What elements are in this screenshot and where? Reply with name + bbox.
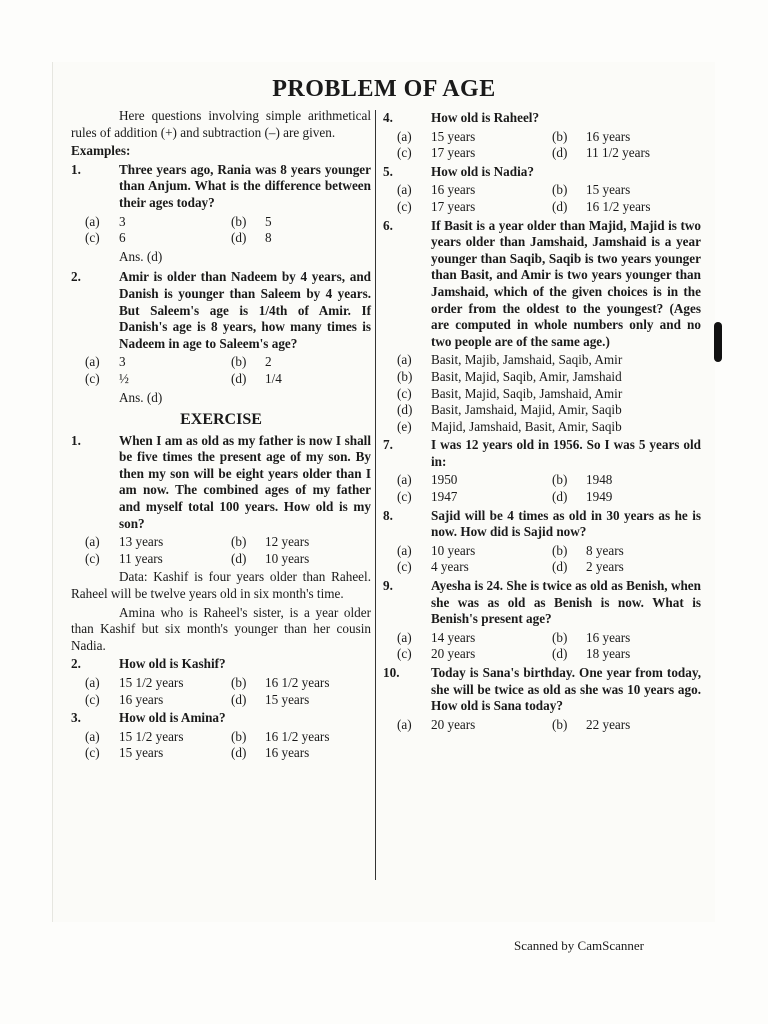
option-key: (a): [397, 542, 412, 558]
option-value: 15 years: [586, 182, 631, 198]
option-key: (e): [397, 418, 412, 434]
option-key: (c): [397, 385, 412, 401]
option-value: 2 years: [586, 559, 624, 575]
options-grid: [85, 354, 371, 387]
question-text: How old is Raheel?: [431, 110, 540, 125]
question-number: 7.: [383, 437, 393, 453]
option-key: (c): [397, 489, 412, 505]
right-column: [383, 108, 701, 735]
ink-blot-mark: [714, 322, 722, 362]
option-value: 15 years: [119, 745, 164, 761]
exercise-question-7: [383, 437, 701, 505]
scanner-watermark: Scanned by CamScanner: [514, 938, 644, 953]
question-number: 5.: [383, 163, 393, 179]
option-key: (d): [231, 370, 247, 386]
question-text: Ayesha is 24. She is twice as old as Benish, when she was as old as Benish is now. What is Benish's present age?: [431, 578, 701, 627]
option-value: ½: [119, 370, 129, 386]
option-value: 12 years: [265, 534, 310, 550]
options-grid: [397, 630, 701, 663]
option-key: (c): [85, 230, 100, 246]
option-key: (b): [552, 128, 568, 144]
exercise-question-1: [71, 433, 371, 568]
option-key: (b): [231, 728, 247, 744]
option-value: 11 1/2 years: [586, 145, 650, 161]
option-key: (d): [552, 145, 568, 161]
option-value: 4 years: [431, 559, 469, 575]
option-value: Basit, Majid, Saqib, Jamshaid, Amir: [431, 385, 623, 401]
option-key: (b): [552, 182, 568, 198]
option-key: (c): [397, 646, 412, 662]
option-key: (a): [397, 182, 412, 198]
option-key: (d): [231, 550, 247, 566]
question-number: 2.: [71, 269, 81, 285]
option-key: (b): [231, 534, 247, 550]
option-value: 15 1/2 years: [119, 675, 184, 690]
question-text: Sajid will be 4 times as old in 30 years as he is now. How did is Sajid now?: [431, 507, 701, 540]
option-value: 22 years: [586, 716, 631, 732]
option-value: 17 years: [431, 145, 476, 161]
option-value: 11 years: [119, 550, 163, 566]
option-value: 16 1/2 years: [265, 675, 330, 690]
exercise-question-10: [383, 665, 701, 733]
option-value: 8 years: [586, 542, 624, 558]
option-key: (d): [397, 402, 413, 418]
option-value: 20 years: [431, 646, 476, 662]
question-number: 2.: [71, 656, 81, 672]
option-value: 16 1/2 years: [265, 728, 330, 744]
option-key: (d): [231, 745, 247, 761]
option-value: 10 years: [431, 542, 476, 558]
exercise-question-2: [71, 656, 371, 708]
intro-paragraph: Here questions involving simple arithmetical rules of addition (+) and subtraction (–) are given.: [71, 108, 371, 140]
question-number: 10.: [383, 665, 400, 680]
option-key: (c): [85, 370, 100, 386]
exercise-heading: EXERCISE: [180, 411, 262, 429]
data-paragraph-2: Amina who is Raheel's sister, is a year older than Kashif but six month's younger than her cousin Nadia.: [71, 604, 371, 653]
question-number: 8.: [383, 507, 393, 523]
option-value: Basit, Majid, Saqib, Amir, Jamshaid: [431, 368, 622, 384]
option-key: (b): [552, 716, 568, 732]
option-value: 1/4: [265, 370, 282, 386]
option-key: (d): [552, 559, 568, 575]
option-value: 16 years: [119, 691, 164, 707]
option-value: 16 years: [586, 629, 631, 645]
option-value: 1950: [431, 472, 458, 488]
option-value: 15 1/2 years: [119, 728, 184, 744]
question-text: I was 12 years old in 1956. So I was 5 years old in:: [431, 437, 701, 469]
option-key: (a): [85, 213, 100, 229]
answer: Ans. (d): [119, 389, 163, 405]
column-divider: [375, 110, 376, 880]
option-value: 16 years: [265, 745, 310, 761]
options-grid: [85, 214, 371, 247]
options-grid: [397, 543, 701, 576]
option-value: 3: [119, 354, 126, 370]
option-value: 17 years: [431, 198, 476, 214]
example-1: [71, 162, 371, 266]
option-value: 2: [265, 354, 272, 370]
option-key: (c): [397, 145, 412, 161]
options-grid: [85, 675, 371, 708]
exercise-question-9: [383, 578, 701, 663]
option-value: 16 1/2 years: [586, 198, 651, 214]
option-key: (c): [397, 559, 412, 575]
option-key: (a): [397, 352, 412, 368]
option-key: (a): [85, 728, 100, 744]
option-value: 18 years: [586, 646, 631, 662]
option-key: (d): [231, 691, 247, 707]
option-key: (b): [552, 472, 568, 488]
option-value: 1948: [586, 472, 613, 488]
exercise-question-6: [383, 218, 701, 436]
option-key: (a): [85, 534, 100, 550]
option-value: 8: [265, 230, 272, 246]
option-value: 16 years: [586, 128, 631, 144]
option-key: (b): [552, 629, 568, 645]
options-grid: [397, 182, 701, 215]
option-value: 15 years: [431, 128, 476, 144]
exercise-question-3: [71, 710, 371, 762]
question-number: 4.: [383, 110, 393, 125]
option-value: Majid, Jamshaid, Basit, Amir, Saqib: [431, 418, 622, 434]
question-number: 1.: [71, 432, 81, 448]
question-number: 1.: [71, 161, 81, 177]
option-value: 5: [265, 213, 272, 229]
question-text: When I am as old as my father is now I shall be five times the present age of my son. By then my son will be eight years older than I am now. The combined ages of my father and myself total 100 years. How old is my son?: [119, 432, 371, 531]
question-text: Three years ago, Rania was 8 years younger than Anjum. What is the difference between their ages today?: [119, 161, 371, 210]
option-value: 14 years: [431, 629, 476, 645]
examples-label: Examples:: [71, 143, 131, 159]
option-key: (b): [397, 368, 413, 384]
answer: Ans. (d): [119, 248, 163, 264]
option-key: (a): [397, 716, 412, 732]
option-value: 1949: [586, 489, 613, 505]
option-key: (a): [85, 675, 100, 690]
exercise-question-5: [383, 164, 701, 216]
question-text: Amir is older than Nadeem by 4 years, and Danish is younger than Saleem by 4 years. But Saleem's age is 1/4th of Amir. If Danish's age is 8 years, how many times is Nadeem in age to Saleem's age?: [119, 269, 371, 351]
options-grid: [397, 129, 701, 162]
options-list: [397, 352, 701, 435]
data-paragraph-1: Data: Kashif is four years older than Raheel. Raheel will be twelve years old in six month's time.: [71, 569, 371, 602]
option-key: (a): [397, 128, 412, 144]
question-text: Today is Sana's birthday. One year from today, she will be twice as old as she was 10 years ago. How old is Sana today?: [431, 665, 701, 714]
option-key: (c): [397, 198, 412, 214]
option-value: 10 years: [265, 550, 310, 566]
exercise-question-4: [383, 110, 701, 162]
option-value: 16 years: [431, 182, 476, 198]
option-value: 6: [119, 230, 126, 246]
example-2: [71, 269, 371, 406]
option-key: (b): [231, 675, 247, 690]
option-key: (a): [397, 629, 412, 645]
question-text: If Basit is a year older than Majid, Majid is two years older than Jamshaid, Jamshaid is a year younger than Saqib, Saqib is two years younger than Basit, and Amir is two years younger than Jamshaid, which of the given choices is in the order from the oldest to the youngest? (Ages are computed in whole numbers only and no two people are of the same age.): [431, 217, 701, 349]
exercise-question-8: [383, 508, 701, 576]
scanned-page: [52, 62, 715, 922]
option-value: 15 years: [265, 691, 310, 707]
question-text: How old is Kashif?: [119, 656, 226, 672]
option-key: (b): [231, 213, 247, 229]
question-number: 3.: [71, 710, 81, 726]
option-key: (c): [85, 691, 100, 707]
question-text: How old is Amina?: [119, 710, 226, 726]
option-key: (d): [552, 489, 568, 505]
option-key: (d): [231, 230, 247, 246]
option-key: (d): [552, 198, 568, 214]
option-key: (d): [552, 646, 568, 662]
options-grid: [85, 534, 371, 567]
option-value: 13 years: [119, 534, 164, 550]
options-grid: [85, 729, 371, 762]
option-key: (b): [552, 542, 568, 558]
left-column: [71, 108, 371, 764]
options-grid: [397, 717, 701, 734]
question-number: 6.: [383, 217, 393, 233]
option-key: (c): [85, 745, 100, 761]
option-value: 3: [119, 213, 126, 229]
page-title: PROBLEM OF AGE: [272, 76, 496, 102]
option-key: (a): [397, 472, 412, 488]
option-key: (c): [85, 550, 100, 566]
option-value: Basit, Majib, Jamshaid, Saqib, Amir: [431, 352, 623, 368]
option-value: 1947: [431, 489, 458, 505]
options-grid: [397, 472, 701, 505]
question-number: 9.: [383, 578, 393, 594]
option-value: 20 years: [431, 716, 476, 732]
question-text: How old is Nadia?: [431, 163, 534, 179]
option-key: (b): [231, 354, 247, 370]
option-value: Basit, Jamshaid, Majid, Amir, Saqib: [431, 402, 622, 418]
option-key: (a): [85, 354, 100, 370]
